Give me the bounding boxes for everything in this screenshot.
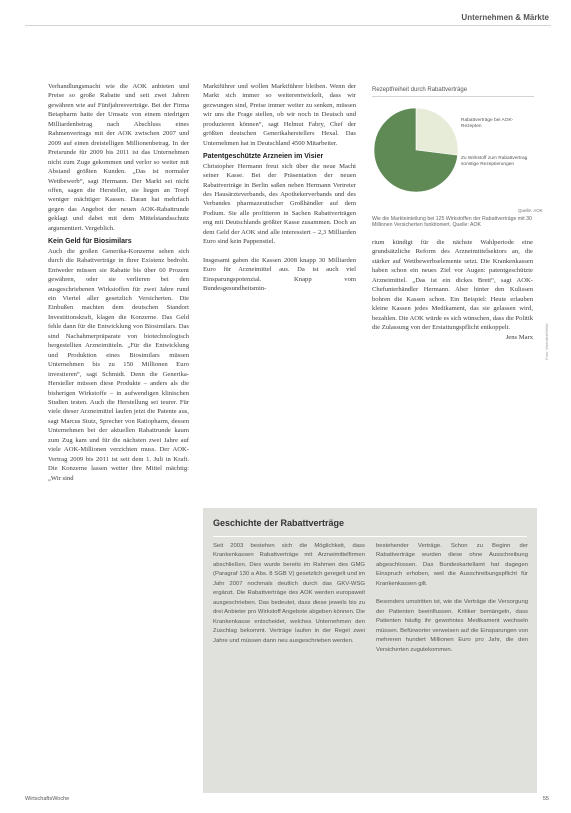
pie-label-b: Zu Wirkstoff zum Rabattvertrag sonstige Rezeptierungen bbox=[461, 156, 528, 167]
footer-publication: WirtschaftsWoche bbox=[25, 796, 70, 802]
paragraph: bestehender Verträge. Schon zu Beginn der Rabattverträge wurden diese ohne Ausschreibung abgeschlossen. Das Bundeskartellamt hat dagegen Einspruch erhoben, weil die Ausschreibungspflicht für Krankenkassen gilt. bbox=[376, 543, 528, 587]
infobox-title: Geschichte der Rabattverträge bbox=[213, 518, 345, 528]
pie-chart bbox=[372, 102, 534, 200]
paragraph: Auch die großen Generika-Konzerne sehen sich durch die Rabattverträge in ihrer Existenz bedroht. Entweder müssen sie Rabatte bis über 60 Prozent gewähren, oder sie verlieren bei den ausgeschriebenen Wirkstoffen für zwei Jahre rund ein Viertel aller gesetzlich Versicherten. Die Einbußen machten dem deutschen Standort Investitionskraft, klagen die Konzerne. Das Geld fehle dann für die Entwicklung von Biosimilars. Das sind Nachahmerpräparate von biotechnologisch hergestellten Arzneimitteln. „Für die Entwicklung und Produktion eines Biosimilars müssen Unternehmen bis zu 150 Millionen Euro investieren“, sagt Schmidt. Denn die Generika-Hersteller müssen diese Produkte – anders als die bisherigen Wirkstoffe – in aufwendigen klinischen Studien testen. Auch die Herstellung sei teurer. Für viele dieser Arzneimittel laufen jetzt die Patente aus, sagt Marcus Stutz, Sprecher von Ratiopharm, dessen Unternehmen bei der aktuellen Rabattrunde kaum zum Zug kam und für die nächsten zwei Jahre auf viele AOK-Millionen verzichten muss. Der AOK-Vertrag 2009 bis 2011 ist seit dem 1. Juli in Kraft. Die Konzerne lassen weiter ihre Mittel mächtig: „Wir sind bbox=[48, 247, 189, 482]
infobox-column-2 bbox=[376, 542, 528, 787]
chart-source: Quelle: AOK bbox=[518, 208, 543, 213]
subheading: Kein Geld für Biosimilars bbox=[48, 238, 132, 246]
subheading: Patentgeschützte Arzneien im Visier bbox=[203, 153, 324, 161]
paragraph: Besonders umstritten ist, wie die Verträge die Versorgung der Patienten beeinflussen. Kritiker bemängeln, dass Patienten häufig ihr gewohntes Medikament wechseln müssen. Befürworter verweisen auf die Einsparungen von mehreren hundert Millionen Euro pro Jahr, die den Versicherten zugutekommen. bbox=[376, 599, 528, 653]
infobox-column-1 bbox=[213, 542, 365, 787]
header-rule bbox=[25, 25, 551, 26]
infobox bbox=[203, 508, 537, 793]
paragraph: Seit 2003 bestehen sich die Möglichkeit, dass Krankenkassen Rabattverträge mit Arzneimittelfirmen abschließen. Dies wurde bereits im Rahmen des GMG (Paragraf 130 a Abs. 8 SGB V) gesetzlich geregelt und im Jahr 2007 nochmals deutlich durch das GKV-WSG ergänzt. Die Rabattverträge des AOK werden europaweit ausgeschrieben. Das bedeutet, dass diese jeweils bis zu drei Anbieter pro Wirkstoff Angebote abgeben können. Die Krankenkasse entscheidet, welches Unternehmen den Zuschlag bekommt. Verträge laufen in der Regel zwei Jahre und müssen dann neu ausgeschrieben werden. bbox=[213, 543, 365, 644]
paragraph: Christopher Hermann freut sich über die neue Macht seiner Kasse. Bei der Präsentation der neuen Rabattverträge in Berlin saßen neben Hermann Vertreter des Hausärzteverbands, des Apothekerverbands und des Verbandes pharmazeutischer Großhändler auf dem Podium. Sie alle profitieren in Sachen Rabattverträgen eng mit Deutschlands größter Kasse zusammen. Doch an dem Geld der AOK sind alle interessiert – 2,3 Milliarden Euro sind kein Pappenstiel. bbox=[203, 162, 356, 246]
paragraph: Verhandlungsmacht wie die AOK anbieten und Preise so große Rabatte und seit zwei Jahren gewähren wie auf Fünfjahresverträge. Bei der Firma Betapharm hatte der Umsatz von einem niedrigen Milliardenbetrag nach Abschluss eines Rahmenvertrags mit der AOK zwischen 2007 und 2009 auf einen dreistelligen Millionenbetrag. In der Preisrunde für 2009 bis 2011 ist das Unternehmen nicht zum Zuge gekommen und verlor so weiter mit Abstand größten Kunden. „Das ist normaler Wettbewerb“, sagt Hermann. Der Markt sei nicht offen, sagen die Hersteller, sie liegen an Tropf weniger mächtiger Kassen. Daran hat mehrfach gegen das Angebot der neuen AOK-Rabattrunde geklagt und dabei mit dem Mittelstandsschutz argumentiert. Vergeblich. bbox=[48, 83, 189, 232]
paragraph: Marktführer und wollen Marktführer bleiben. Wenn der Markt sich immer so weiterentwickelt, dass wir gezwungen sind, Preise immer weiter zu senken, müssen wir uns die Frage stellen, ob wir noch in Deutsch und produzieren können“, sagt Helmut Fabry, Chef der größten deutschen Generikaherstellers Hexal. Das Unternehmen hat in Deutschland 4500 Mitarbeiter. bbox=[203, 83, 356, 147]
author-signature: Jens Marx bbox=[505, 333, 533, 341]
pie-label-a: Rabattverträge bei AOK-Rezepten bbox=[461, 118, 514, 129]
chart-rule bbox=[372, 96, 534, 97]
paragraph: Insgesamt gaben die Kassen 2008 knapp 30 Milliarden Euro für Arzneimittel aus. Da ist auch viel Einsparungspotenzial. Knapp vom Bundesgesundheitsmin- bbox=[203, 256, 356, 293]
chart-caption: Wie die Markteinteilung bei 125 Wirkstoffen der Rabattverträge mit 30 Millionen Versicherten funktioniert. Quelle: AOK bbox=[372, 216, 532, 229]
paragraph: rium kündigt für die nächste Wahlperiode eine grundsätzliche Reform des Arzneimittelsektors an, die stärker auf Wettbewerbselemente setzt. Die Krankenkassen haben schon ein neues Ziel vor Augen: patentgeschützte Arzneimittel. „Das ist ein dickes Brett“, sagt AOK-Chefunterhändler Hermann. Aber hinter den Kulissen bohren die Kassen schon. Ein Beispiel: Heute erlauben kleine Kassen jedes Medikament, das sie gelassen wird, bezahlen. Die AOK würde es sich wünschen, dass die Politik die Zulassung von der Erstattungspflicht entkoppelt. bbox=[372, 239, 533, 332]
section-label: Unternehmen & Märkte bbox=[461, 13, 549, 22]
article-column-3 bbox=[372, 238, 533, 438]
page-number: 55 bbox=[542, 796, 549, 802]
pie-chart-svg bbox=[372, 102, 534, 200]
article-column-1 bbox=[48, 82, 189, 787]
photo-credit: Foto: Wendler/WiWo bbox=[544, 323, 549, 360]
article-column-2 bbox=[203, 82, 356, 417]
chart-title: Rezeptfreiheit durch Rabattverträge bbox=[372, 87, 468, 93]
infobox-rule bbox=[213, 536, 527, 537]
pie-slice-1 bbox=[416, 108, 458, 155]
